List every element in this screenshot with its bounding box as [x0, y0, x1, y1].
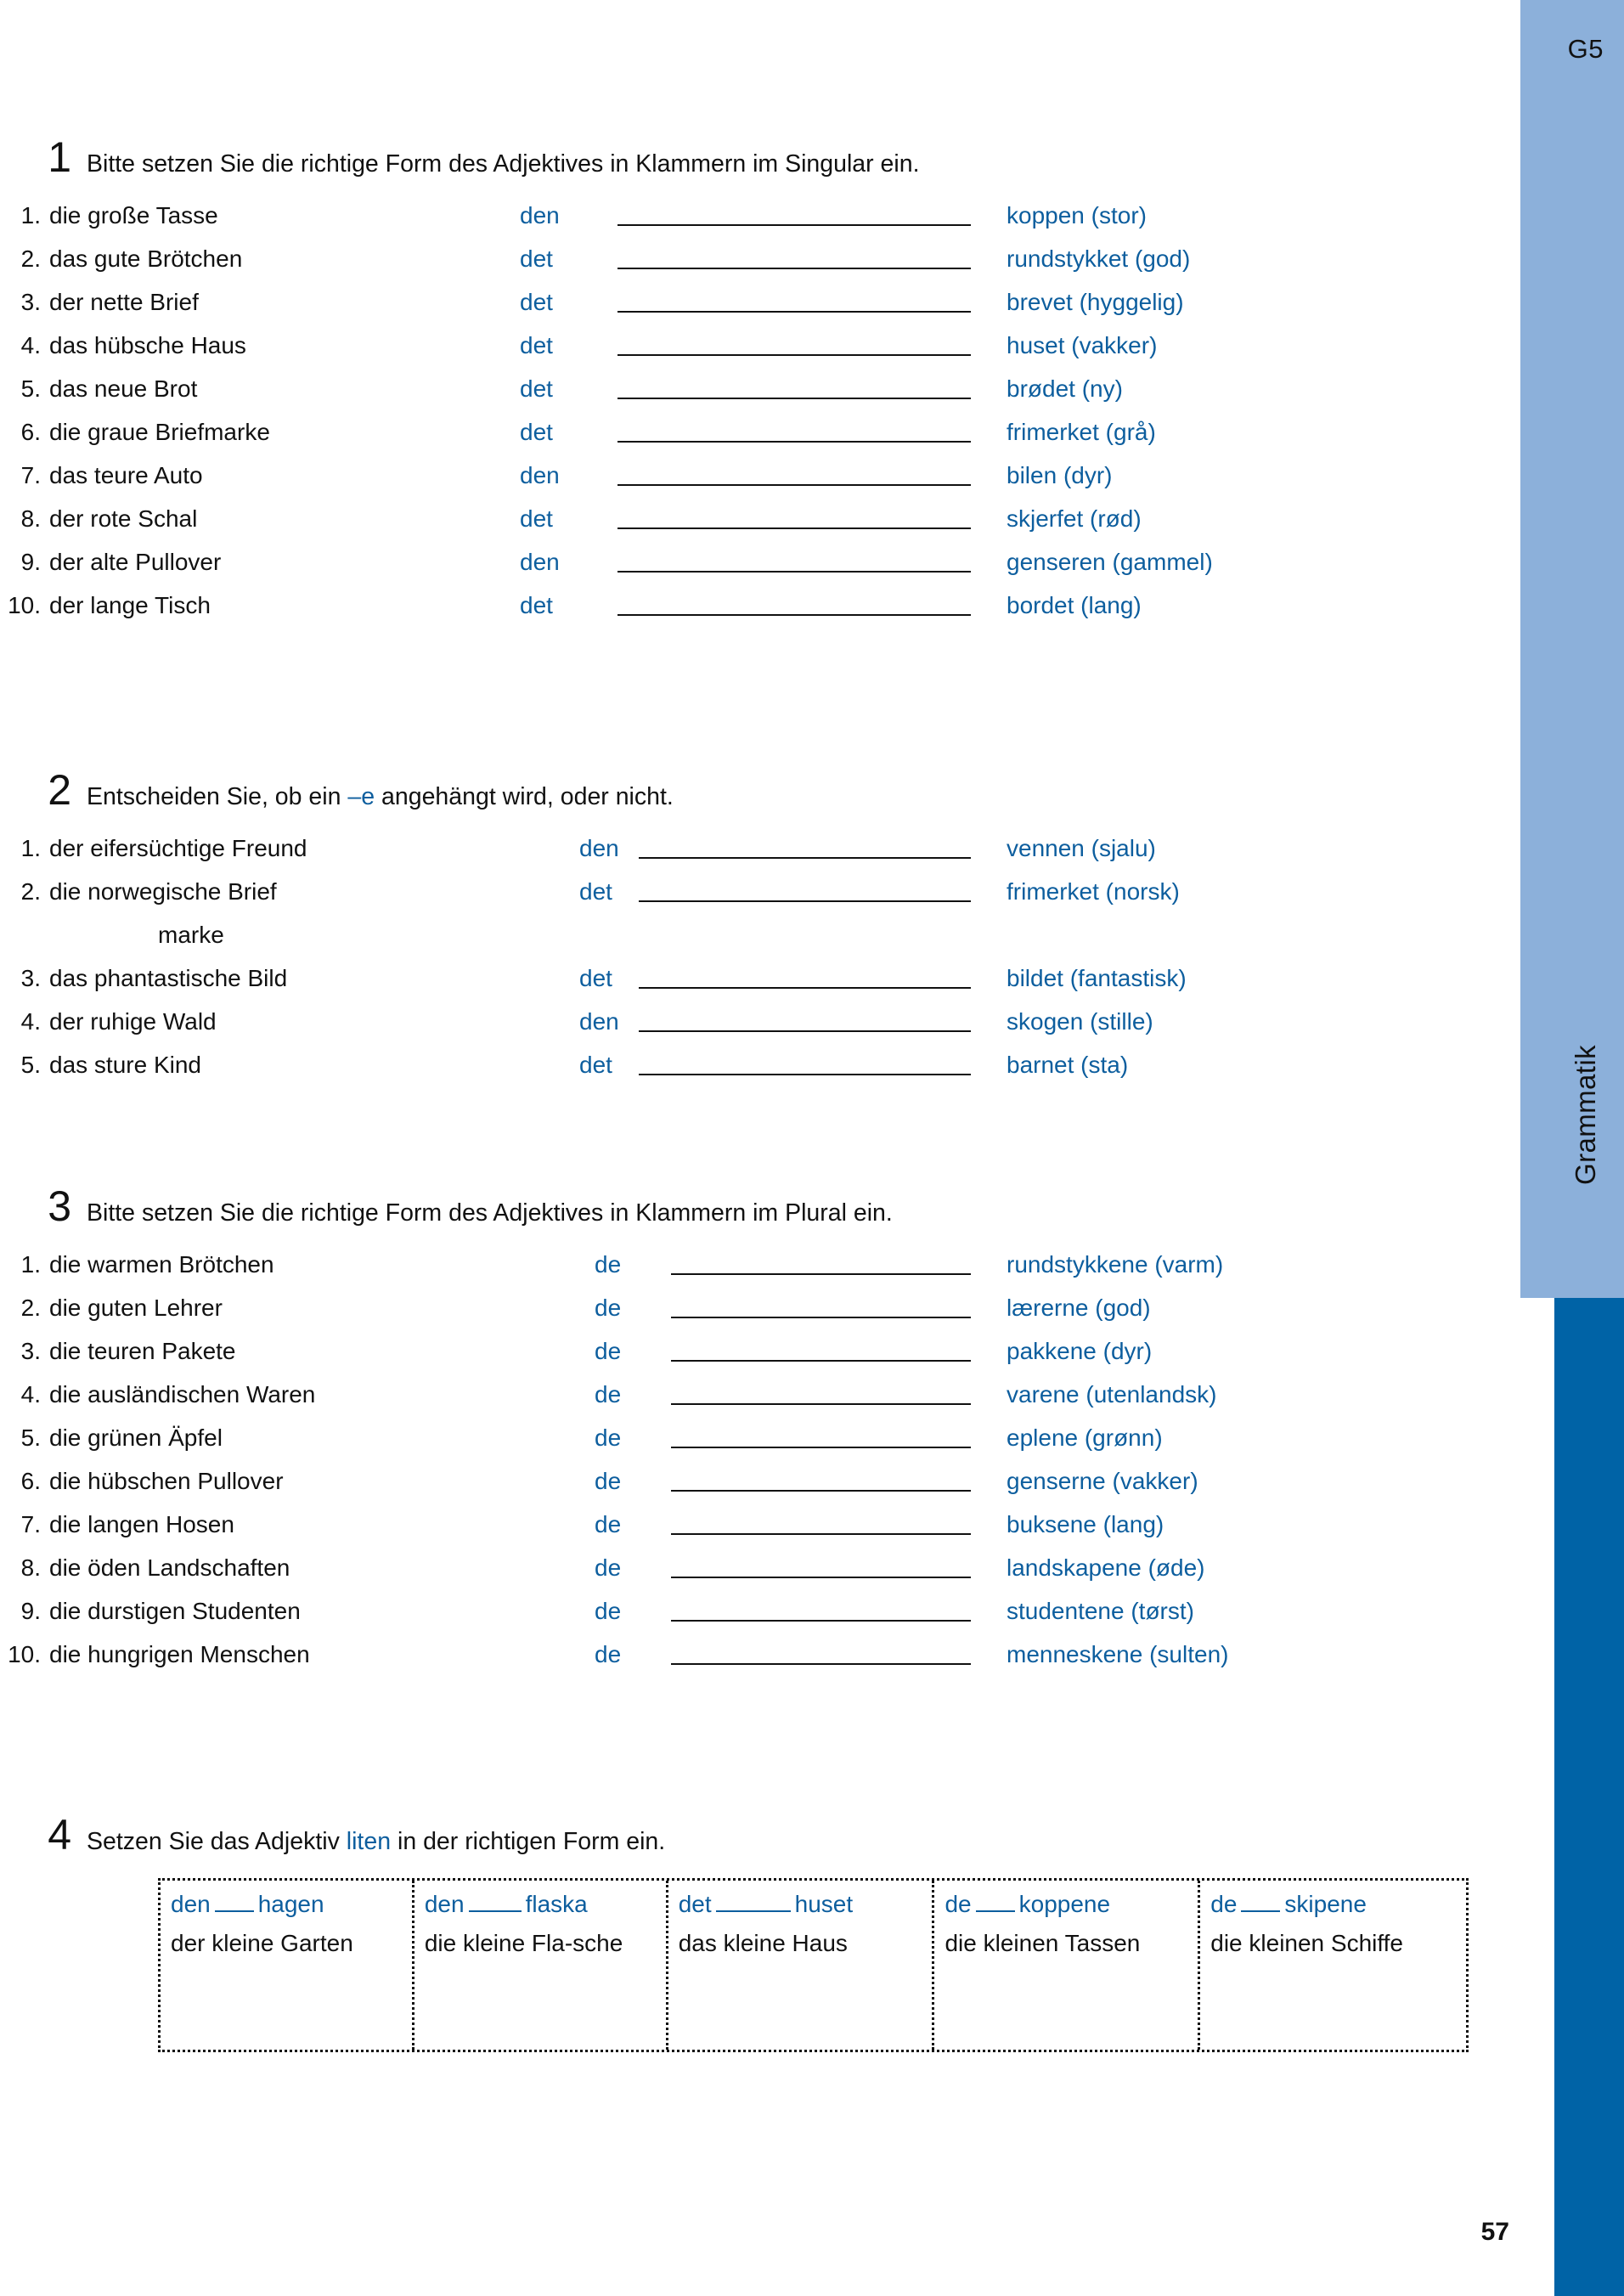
- sidebar-tab-dark: [1554, 1298, 1624, 2296]
- answer-blank[interactable]: [671, 1508, 971, 1535]
- item-norwegian-phrase: barnet (sta): [1007, 1051, 1129, 1078]
- answer-blank[interactable]: [617, 199, 971, 226]
- item-german-phrase: die langen Hosen: [49, 1510, 234, 1537]
- exercise-item: [0, 245, 1495, 289]
- chapter-code: G5: [1567, 34, 1604, 64]
- item-german-phrase: die teuren Pakete: [49, 1337, 236, 1364]
- answer-blank[interactable]: [617, 589, 971, 616]
- exercise-1: [0, 133, 1495, 635]
- item-german-phrase: die graue Briefmarke: [49, 418, 270, 445]
- item-german-phrase: das sture Kind: [49, 1051, 201, 1078]
- exercise-4: [0, 1811, 1495, 2052]
- item-number: 9.: [20, 548, 41, 575]
- item-norwegian-phrase: menneskene (sulten): [1007, 1640, 1229, 1667]
- item-german-phrase: das teure Auto: [49, 461, 203, 488]
- item-german-phrase: der rote Schal: [49, 505, 198, 532]
- item-german-phrase: der nette Brief: [49, 288, 199, 315]
- item-article: det: [520, 331, 553, 358]
- item-number: 1.: [20, 1250, 41, 1278]
- item-number: 2.: [20, 877, 41, 905]
- answer-blank[interactable]: [617, 415, 971, 443]
- exercise-instruction: [87, 782, 674, 813]
- item-number: 5.: [20, 1051, 41, 1078]
- item-article: den: [520, 461, 560, 488]
- table-cell: [1200, 1881, 1466, 2050]
- item-article: den: [579, 1007, 619, 1035]
- adjective-forms-table: [158, 1878, 1469, 2052]
- item-article: det: [520, 375, 553, 402]
- table-cell-norwegian: [425, 1888, 666, 1921]
- item-number: 4.: [20, 1007, 41, 1035]
- item-norwegian-phrase: rundstykkene (varm): [1007, 1250, 1224, 1278]
- item-norwegian-phrase: landskapene (øde): [1007, 1554, 1205, 1581]
- instruction-text-before: Entscheiden Sie, ob ein: [87, 783, 348, 810]
- item-number: 2.: [20, 1294, 41, 1321]
- table-answer-blank[interactable]: [716, 1892, 791, 1912]
- exercise-instruction: [87, 149, 920, 180]
- answer-blank[interactable]: [617, 285, 971, 313]
- item-norwegian-phrase: bilen (dyr): [1007, 461, 1113, 488]
- exercise-item: [0, 549, 1495, 592]
- item-norwegian-phrase: brevet (hyggelig): [1007, 288, 1184, 315]
- exercise-item-list: [0, 1251, 1495, 1684]
- exercise-2: [0, 766, 1495, 1095]
- exercise-item: [0, 1295, 1495, 1338]
- exercise-number: 1: [48, 133, 71, 181]
- item-number: 10.: [8, 591, 41, 618]
- exercise-item: [0, 1598, 1495, 1641]
- instruction-text-after: in der richtigen Form ein.: [391, 1828, 666, 1855]
- item-number: 3.: [20, 288, 41, 315]
- exercise-item: [0, 462, 1495, 505]
- answer-blank[interactable]: [671, 1421, 971, 1448]
- exercise-3: [0, 1182, 1495, 1684]
- item-number: 3.: [20, 1337, 41, 1364]
- answer-blank[interactable]: [617, 242, 971, 269]
- exercise-item: [0, 835, 1495, 878]
- item-norwegian-phrase: vennen (sjalu): [1007, 834, 1156, 861]
- table-cell-noun: hagen: [257, 1890, 324, 1917]
- table-cell-german: die kleinen Tassen: [945, 1930, 1141, 1957]
- exercise-item: [0, 1381, 1495, 1424]
- answer-blank[interactable]: [671, 1594, 971, 1622]
- table-cell-german: die kleinen Schiffe: [1210, 1930, 1403, 1957]
- item-norwegian-phrase: pakkene (dyr): [1007, 1337, 1153, 1364]
- exercise-number: 2: [48, 766, 71, 814]
- item-german-phrase: die öden Landschaften: [49, 1554, 290, 1581]
- item-number: 7.: [20, 461, 41, 488]
- item-article: det: [579, 877, 612, 905]
- table-cell-noun: flaska: [525, 1890, 588, 1917]
- table-cell-article: den: [424, 1890, 465, 1917]
- answer-blank[interactable]: [671, 1291, 971, 1318]
- table-cell: [668, 1881, 935, 2050]
- item-norwegian-phrase: frimerket (norsk): [1007, 877, 1180, 905]
- item-article: de: [595, 1640, 622, 1667]
- answer-blank[interactable]: [639, 1005, 971, 1032]
- exercise-item: [0, 289, 1495, 332]
- section-label-grammatik: Grammatik: [1570, 1045, 1601, 1185]
- answer-blank[interactable]: [671, 1334, 971, 1362]
- item-number: 4.: [20, 331, 41, 358]
- item-number: 9.: [20, 1597, 41, 1624]
- item-german-phrase: das hübsche Haus: [49, 331, 246, 358]
- exercise-instruction: [87, 1827, 665, 1858]
- table-answer-blank[interactable]: [469, 1892, 522, 1912]
- item-german-phrase: das neue Brot: [49, 375, 198, 402]
- answer-blank[interactable]: [639, 962, 971, 989]
- item-norwegian-phrase: skogen (stille): [1007, 1007, 1153, 1035]
- answer-blank[interactable]: [671, 1638, 971, 1665]
- table-cell-german: die kleine Fla-sche: [424, 1930, 623, 1957]
- exercise-item: [0, 1338, 1495, 1381]
- item-norwegian-phrase: rundstykket (god): [1007, 245, 1191, 272]
- item-german-phrase: das phantastische Bild: [49, 964, 288, 991]
- answer-blank[interactable]: [671, 1551, 971, 1578]
- exercise-item-list: [0, 202, 1495, 635]
- item-article: den: [520, 201, 560, 228]
- item-german-phrase: die durstigen Studenten: [49, 1597, 301, 1624]
- item-number: 8.: [20, 505, 41, 532]
- exercise-item: [0, 965, 1495, 1008]
- item-german-phrase-continued: [0, 922, 1495, 965]
- item-article: det: [520, 591, 553, 618]
- exercise-heading: [0, 1182, 1495, 1230]
- table-answer-blank[interactable]: [1241, 1892, 1280, 1912]
- answer-blank[interactable]: [617, 502, 971, 529]
- exercise-item: [0, 1554, 1495, 1598]
- table-cell: [161, 1881, 414, 2050]
- table-cell: [414, 1881, 668, 2050]
- page-number: 57: [1480, 2218, 1509, 2246]
- item-article: de: [595, 1467, 622, 1494]
- exercise-item: [0, 419, 1495, 462]
- item-norwegian-phrase: varene (utenlandsk): [1007, 1380, 1217, 1407]
- item-norwegian-phrase: eplene (grønn): [1007, 1424, 1163, 1451]
- item-german-phrase: der ruhige Wald: [49, 1007, 217, 1035]
- exercise-item: [0, 1511, 1495, 1554]
- table-cell-german: der kleine Garten: [171, 1930, 353, 1957]
- item-article: de: [595, 1337, 622, 1364]
- exercise-item: [0, 505, 1495, 549]
- answer-blank[interactable]: [639, 875, 971, 902]
- exercise-heading: [0, 133, 1495, 181]
- item-article: den: [520, 548, 560, 575]
- item-article: det: [579, 964, 612, 991]
- instruction-highlight: –e: [347, 783, 375, 810]
- exercise-heading: [0, 1811, 1495, 1859]
- item-norwegian-phrase: brødet (ny): [1007, 375, 1123, 402]
- item-german-phrase: die ausländischen Waren: [49, 1380, 316, 1407]
- instruction-text-before: Bitte setzen Sie die richtige Form des Adjektives in Klammern im Plural ein.: [87, 1199, 893, 1227]
- item-german-phrase: der alte Pullover: [49, 548, 222, 575]
- item-continuation-text: marke: [158, 921, 224, 948]
- exercise-item: [0, 1468, 1495, 1511]
- answer-blank[interactable]: [671, 1464, 971, 1492]
- item-german-phrase: die warmen Brötchen: [49, 1250, 274, 1278]
- instruction-text-after: angehängt wird, oder nicht.: [375, 783, 674, 810]
- exercise-item: [0, 202, 1495, 245]
- item-german-phrase: die grünen Äpfel: [49, 1424, 223, 1451]
- item-number: 2.: [20, 245, 41, 272]
- item-number: 4.: [20, 1380, 41, 1407]
- item-article: de: [595, 1424, 622, 1451]
- item-norwegian-phrase: genserne (vakker): [1007, 1467, 1198, 1494]
- item-norwegian-phrase: frimerket (grå): [1007, 418, 1156, 445]
- item-norwegian-phrase: lærerne (god): [1007, 1294, 1151, 1321]
- item-norwegian-phrase: huset (vakker): [1007, 331, 1158, 358]
- exercise-instruction: [87, 1199, 893, 1229]
- answer-blank[interactable]: [617, 459, 971, 486]
- item-norwegian-phrase: studentene (tørst): [1007, 1597, 1194, 1624]
- table-cell: [934, 1881, 1200, 2050]
- item-article: den: [579, 834, 619, 861]
- item-german-phrase: die guten Lehrer: [49, 1294, 223, 1321]
- item-article: det: [520, 288, 553, 315]
- exercise-item: [0, 1052, 1495, 1095]
- exercise-item: [0, 1641, 1495, 1684]
- exercise-item: [0, 1251, 1495, 1295]
- item-article: det: [520, 418, 553, 445]
- item-german-phrase: der eifersüchtige Freund: [49, 834, 307, 861]
- table-cell-article: det: [678, 1890, 712, 1917]
- item-article: det: [579, 1051, 612, 1078]
- table-cell-norwegian: [945, 1888, 1198, 1921]
- table-cell-noun: koppene: [1018, 1890, 1111, 1917]
- table-cell-norwegian: [171, 1888, 412, 1921]
- exercise-item: [0, 332, 1495, 375]
- answer-blank[interactable]: [617, 329, 971, 356]
- item-norwegian-phrase: bordet (lang): [1007, 591, 1142, 618]
- item-article: de: [595, 1250, 622, 1278]
- item-number: 10.: [8, 1640, 41, 1667]
- table-cell-norwegian: [679, 1888, 933, 1921]
- item-number: 6.: [20, 418, 41, 445]
- table-cell-article: de: [945, 1890, 972, 1917]
- instruction-text-before: Bitte setzen Sie die richtige Form des Adjektives in Klammern im Singular ein.: [87, 150, 920, 178]
- table-cell-german: das kleine Haus: [678, 1930, 848, 1957]
- exercise-number: 3: [48, 1182, 71, 1230]
- item-number: 7.: [20, 1510, 41, 1537]
- exercise-item: [0, 878, 1495, 922]
- item-article: de: [595, 1510, 622, 1537]
- answer-blank[interactable]: [617, 545, 971, 573]
- item-number: 5.: [20, 375, 41, 402]
- item-norwegian-phrase: buksene (lang): [1007, 1510, 1164, 1537]
- table-answer-blank[interactable]: [215, 1892, 254, 1912]
- item-norwegian-phrase: genseren (gammel): [1007, 548, 1213, 575]
- exercise-number: 4: [48, 1811, 71, 1859]
- answer-blank[interactable]: [671, 1248, 971, 1275]
- item-article: det: [520, 245, 553, 272]
- item-number: 6.: [20, 1467, 41, 1494]
- item-article: de: [595, 1380, 622, 1407]
- item-article: de: [595, 1554, 622, 1581]
- exercise-item: [0, 592, 1495, 635]
- instruction-text-before: Setzen Sie das Adjektiv: [87, 1828, 347, 1855]
- item-number: 5.: [20, 1424, 41, 1451]
- item-german-phrase: die große Tasse: [49, 201, 218, 228]
- table-cell-article: den: [171, 1890, 211, 1917]
- exercise-item: [0, 375, 1495, 419]
- exercise-item: [0, 1008, 1495, 1052]
- item-norwegian-phrase: koppen (stor): [1007, 201, 1147, 228]
- item-article: de: [595, 1294, 622, 1321]
- item-german-phrase: das gute Brötchen: [49, 245, 243, 272]
- answer-blank[interactable]: [617, 372, 971, 399]
- item-german-phrase: die hungrigen Menschen: [49, 1640, 310, 1667]
- answer-blank[interactable]: [639, 832, 971, 859]
- exercise-heading: [0, 766, 1495, 814]
- table-cell-article: de: [1210, 1890, 1238, 1917]
- table-cell-noun: huset: [794, 1890, 854, 1917]
- table-cell-norwegian: [1210, 1888, 1466, 1921]
- item-norwegian-phrase: bildet (fantastisk): [1007, 964, 1187, 991]
- answer-blank[interactable]: [639, 1048, 971, 1075]
- exercise-item-list: [0, 835, 1495, 1095]
- item-german-phrase: die hübschen Pullover: [49, 1467, 284, 1494]
- table-cell-noun: skipene: [1284, 1890, 1367, 1917]
- item-number: 3.: [20, 964, 41, 991]
- exercise-item: [0, 1424, 1495, 1468]
- item-article: det: [520, 505, 553, 532]
- item-number: 1.: [20, 834, 41, 861]
- item-number: 1.: [20, 201, 41, 228]
- item-number: 8.: [20, 1554, 41, 1581]
- answer-blank[interactable]: [671, 1378, 971, 1405]
- item-german-phrase: die norwegische Brief: [49, 877, 277, 905]
- item-article: de: [595, 1597, 622, 1624]
- item-norwegian-phrase: skjerfet (rød): [1007, 505, 1142, 532]
- item-german-phrase: der lange Tisch: [49, 591, 211, 618]
- table-answer-blank[interactable]: [976, 1892, 1015, 1912]
- instruction-highlight: liten: [346, 1828, 392, 1855]
